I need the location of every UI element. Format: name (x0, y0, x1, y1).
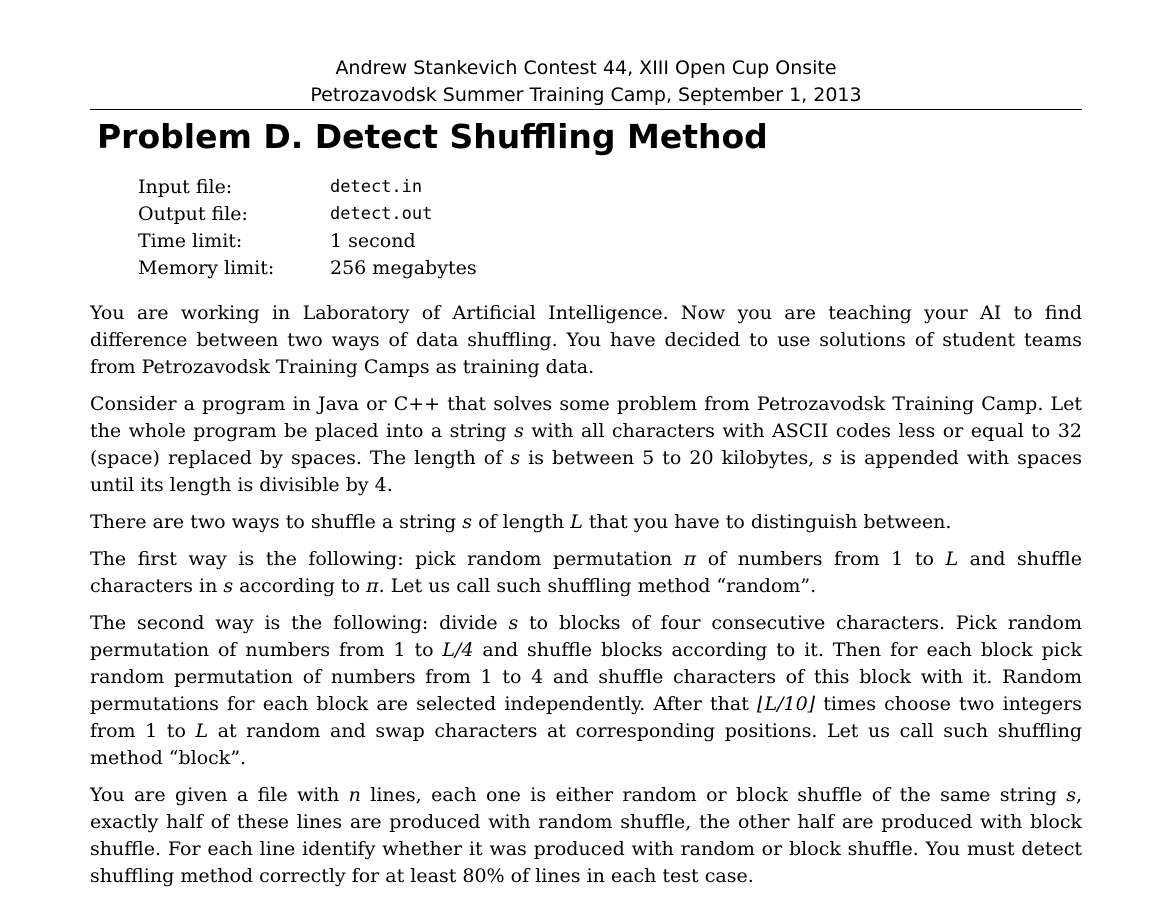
paragraph (90, 782, 1082, 890)
paragraph (90, 509, 1082, 536)
text: You are given a file with (90, 784, 349, 806)
text: with all characters with ASCII codes less or equal to 32 (space) replaced by spaces. The length of (90, 420, 1082, 469)
math-var: s (1066, 784, 1076, 806)
paragraph (90, 546, 1082, 600)
math-var: s (822, 447, 833, 469)
contest-header (90, 55, 1082, 109)
paragraph (90, 391, 1082, 499)
text: , exactly half of these lines are produced with random shuffle, the other half are produced with block shuffle. For each line identify whether it was produced with random or block shuffle. You must detect shuffling method correctly for at least 80% of lines in each test case. (90, 784, 1082, 887)
text: of numbers from 1 to (696, 548, 946, 570)
limit-value: 1 second (330, 230, 416, 252)
math-var: s (223, 575, 234, 597)
math-var: L (195, 720, 209, 742)
text: at random and swap characters at corresponding positions. Let us call such shuffling method “block”. (90, 720, 1082, 769)
math-var: L (945, 548, 959, 570)
math-var: π (366, 575, 379, 597)
text: lines, each one is either random or block shuffle of the same string (360, 784, 1067, 806)
problem-title: Problem D. Detect Shuffling Method (97, 117, 768, 156)
math-expr: ⌊L/10⌋ (757, 693, 816, 715)
limit-value: detect.in (330, 177, 423, 197)
limit-row (138, 255, 477, 282)
math-var: n (348, 784, 361, 806)
limits-table (138, 174, 477, 282)
text: The first way is the following: pick random permutation (90, 548, 684, 570)
math-var: L (570, 511, 583, 533)
text: . Let us call such shuffling method “random”. (378, 575, 817, 597)
limit-key: Memory limit: (138, 257, 275, 279)
text: and shuffle characters in (90, 548, 1082, 597)
limit-key: Input file: (138, 176, 233, 198)
text: and shuffle blocks according to it. Then for each block pick random permutation of numbers from 1 to 4 and shuffle characters of this block with it. Random permutations for each block are selected independently. After that (90, 639, 1082, 715)
math-var: s (508, 612, 519, 634)
text: There are two ways to shuffle a string (90, 511, 463, 533)
limit-value: detect.out (330, 204, 433, 224)
problem-statement (90, 300, 1082, 900)
text: to blocks of four consecutive characters. Pick random permutation of numbers from 1 to (90, 612, 1082, 661)
limit-row (138, 228, 477, 255)
text: of length (472, 511, 571, 533)
math-var: s (514, 420, 524, 442)
paragraph (90, 610, 1082, 772)
text: is between 5 to 20 kilobytes, (520, 447, 823, 469)
limit-value: 256 megabytes (330, 257, 477, 279)
header-divider (90, 109, 1082, 110)
text: Consider a program in Java or C++ that solves some problem from Petrozavodsk Training Camp. Let the whole program be placed into a string (90, 393, 1082, 442)
text: The second way is the following: divide (90, 612, 509, 634)
text: times choose two integers from 1 to (90, 693, 1082, 742)
math-expr: L/4 (442, 639, 474, 661)
paragraph: You are working in Laboratory of Artificial Intelligence. Now you are teaching your AI to find difference between two ways of data shuffling. You have decided to use solutions of student teams from Petrozavodsk Training Camps as training data. (90, 302, 1082, 378)
camp-info: Petrozavodsk Summer Training Camp, September 1, 2013 (310, 84, 862, 106)
limit-key: Time limit: (138, 230, 243, 252)
text: that you have to distinguish between. (582, 511, 952, 533)
limit-row (138, 201, 477, 228)
math-var: π (683, 548, 697, 570)
text: according to (233, 575, 367, 597)
contest-name: Andrew Stankevich Contest 44, XIII Open Cup Onsite (335, 57, 837, 79)
math-var: s (510, 447, 521, 469)
limit-row (138, 174, 477, 201)
text: is appended with spaces until its length is divisible by 4. (90, 447, 1082, 496)
math-var: s (462, 511, 473, 533)
limit-key: Output file: (138, 203, 248, 225)
